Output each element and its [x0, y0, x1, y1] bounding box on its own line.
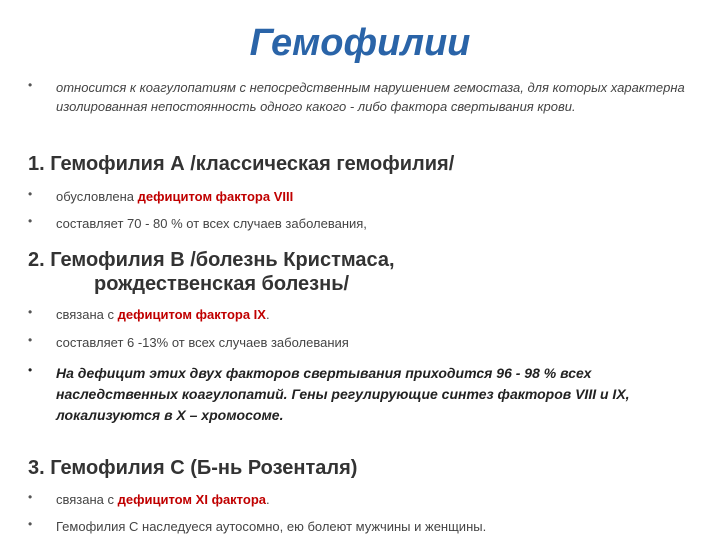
list-item: [28, 214, 698, 233]
summary-text: На дефицит этих двух факторов свертывания приходится 96 - 98 % всех наследственных коагулопатий. Гены регулирующие синтез факторов VIII и IX, локализуются в Х – хромосоме.: [56, 365, 630, 423]
item-text: [56, 305, 698, 324]
slide-title: Гемофилии: [249, 22, 471, 64]
section-3-heading: 3. Гемофилия С (Б-нь Розенталя): [28, 457, 358, 479]
intro-item: [28, 78, 698, 116]
bullet-icon: •: [28, 187, 33, 201]
item-text-plain: связана с: [56, 492, 118, 507]
bullet-icon: •: [28, 305, 33, 319]
summary-item: [28, 363, 698, 426]
list-item: [28, 333, 698, 352]
bullet-icon: •: [28, 333, 33, 347]
list-item: [28, 187, 698, 206]
bullet-icon: •: [28, 490, 33, 504]
item-text: составляет 70 - 80 % от всех случаев заболевания,: [56, 216, 367, 231]
section-1-heading: 1. Гемофилия А /классическая гемофилия/: [28, 153, 455, 175]
item-text-plain: связана с: [56, 307, 118, 322]
item-text: [56, 187, 698, 206]
list-item: [28, 490, 698, 509]
bullet-icon: •: [28, 78, 33, 92]
item-text: составляет 6 -13% от всех случаев заболевания: [56, 335, 349, 350]
item-text-highlight: XI фактора: [195, 492, 266, 507]
bullet-icon: •: [28, 214, 33, 228]
item-text-plain: обусловлена: [56, 189, 138, 204]
list-item: [28, 305, 698, 324]
intro-text: относится к коагулопатиям с непосредственным нарушением гемостаза, для которых характерна изолированная непостоянность одного какого - либо фактора свертывания крови.: [56, 80, 685, 114]
section-2-heading-line2: рождественская болезнь/: [94, 273, 350, 295]
item-text-plain: .: [266, 492, 270, 507]
bullet-icon: •: [28, 363, 33, 377]
item-text: Гемофилия С наследуеся аутосомно, ею болеют мужчины и женщины.: [56, 519, 487, 534]
item-text-highlight: дефицитом: [117, 492, 193, 507]
section-2-heading-line1: 2. Гемофилия В /болезнь Кристмаса,: [28, 249, 395, 271]
item-text-plain: .: [265, 307, 270, 322]
item-text-highlight: дефицитом фактора IX: [117, 307, 266, 322]
list-item: [28, 517, 698, 536]
section-2-heading: [28, 248, 698, 296]
bullet-icon: •: [28, 517, 33, 531]
item-text: [56, 490, 698, 509]
item-text-highlight: дефицитом фактора VIII: [137, 189, 294, 204]
